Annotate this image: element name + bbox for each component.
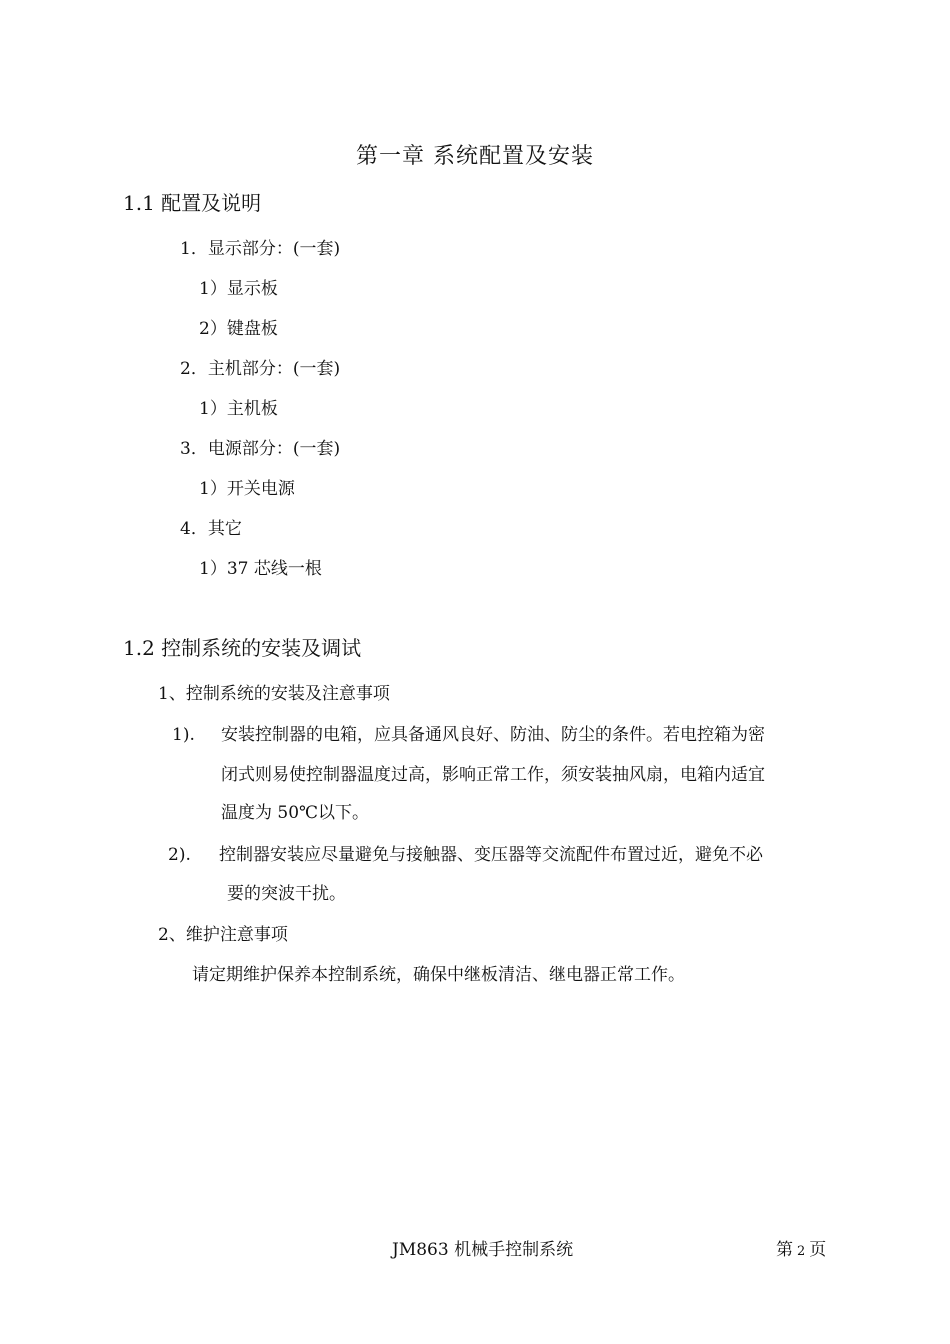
paragraph-marker-2: 2).	[168, 845, 191, 865]
maintenance-text: 请定期维护保养本控制系统，确保中继板清洁、继电器正常工作。	[192, 965, 685, 985]
paragraph-1-line-3: 温度为 50℃以下。	[221, 803, 370, 823]
subsection-installation-title: 1、控制系统的安装及注意事项	[158, 684, 390, 704]
footer-page-prefix: 第	[776, 1240, 793, 1260]
subsection-maintenance-title: 2、维护注意事项	[158, 925, 288, 945]
list-item-cable: 1）37 芯线一根	[199, 559, 322, 579]
paragraph-2-line-2: 要的突波干扰。	[227, 884, 346, 904]
list-item-keyboard-board: 2）键盘板	[199, 319, 278, 339]
list-item-switch-power: 1）开关电源	[199, 479, 295, 499]
list-item-host: 2．主机部分：(一套)	[180, 359, 341, 379]
footer-page-value: 2	[797, 1244, 806, 1259]
list-item-other: 4．其它	[180, 519, 242, 539]
list-item-display: 1．显示部分：(一套)	[180, 239, 341, 259]
list-item-power: 3．电源部分：(一套)	[180, 439, 341, 459]
paragraph-2-line-1: 控制器安装应尽量避免与接触器、变压器等交流配件布置过近，避免不必	[219, 845, 763, 865]
footer-page-number	[776, 1242, 826, 1259]
section-heading-1-1: 1.1 配置及说明	[123, 191, 262, 215]
paragraph-1-line-1: 安装控制器的电箱，应具备通风良好、防油、防尘的条件。若电控箱为密	[221, 725, 765, 745]
paragraph-marker-1: 1).	[172, 725, 195, 745]
list-item-display-board: 1）显示板	[199, 279, 278, 299]
list-item-host-board: 1）主机板	[199, 399, 278, 419]
footer-page-suffix: 页	[809, 1240, 827, 1260]
chapter-title: 第一章 系统配置及安装	[356, 144, 594, 169]
section-heading-1-2: 1.2 控制系统的安装及调试	[123, 636, 362, 660]
footer-title: JM863 机械手控制系统	[392, 1240, 574, 1260]
paragraph-1-line-2: 闭式则易使控制器温度过高，影响正常工作，须安装抽风扇，电箱内适宜	[221, 765, 765, 785]
